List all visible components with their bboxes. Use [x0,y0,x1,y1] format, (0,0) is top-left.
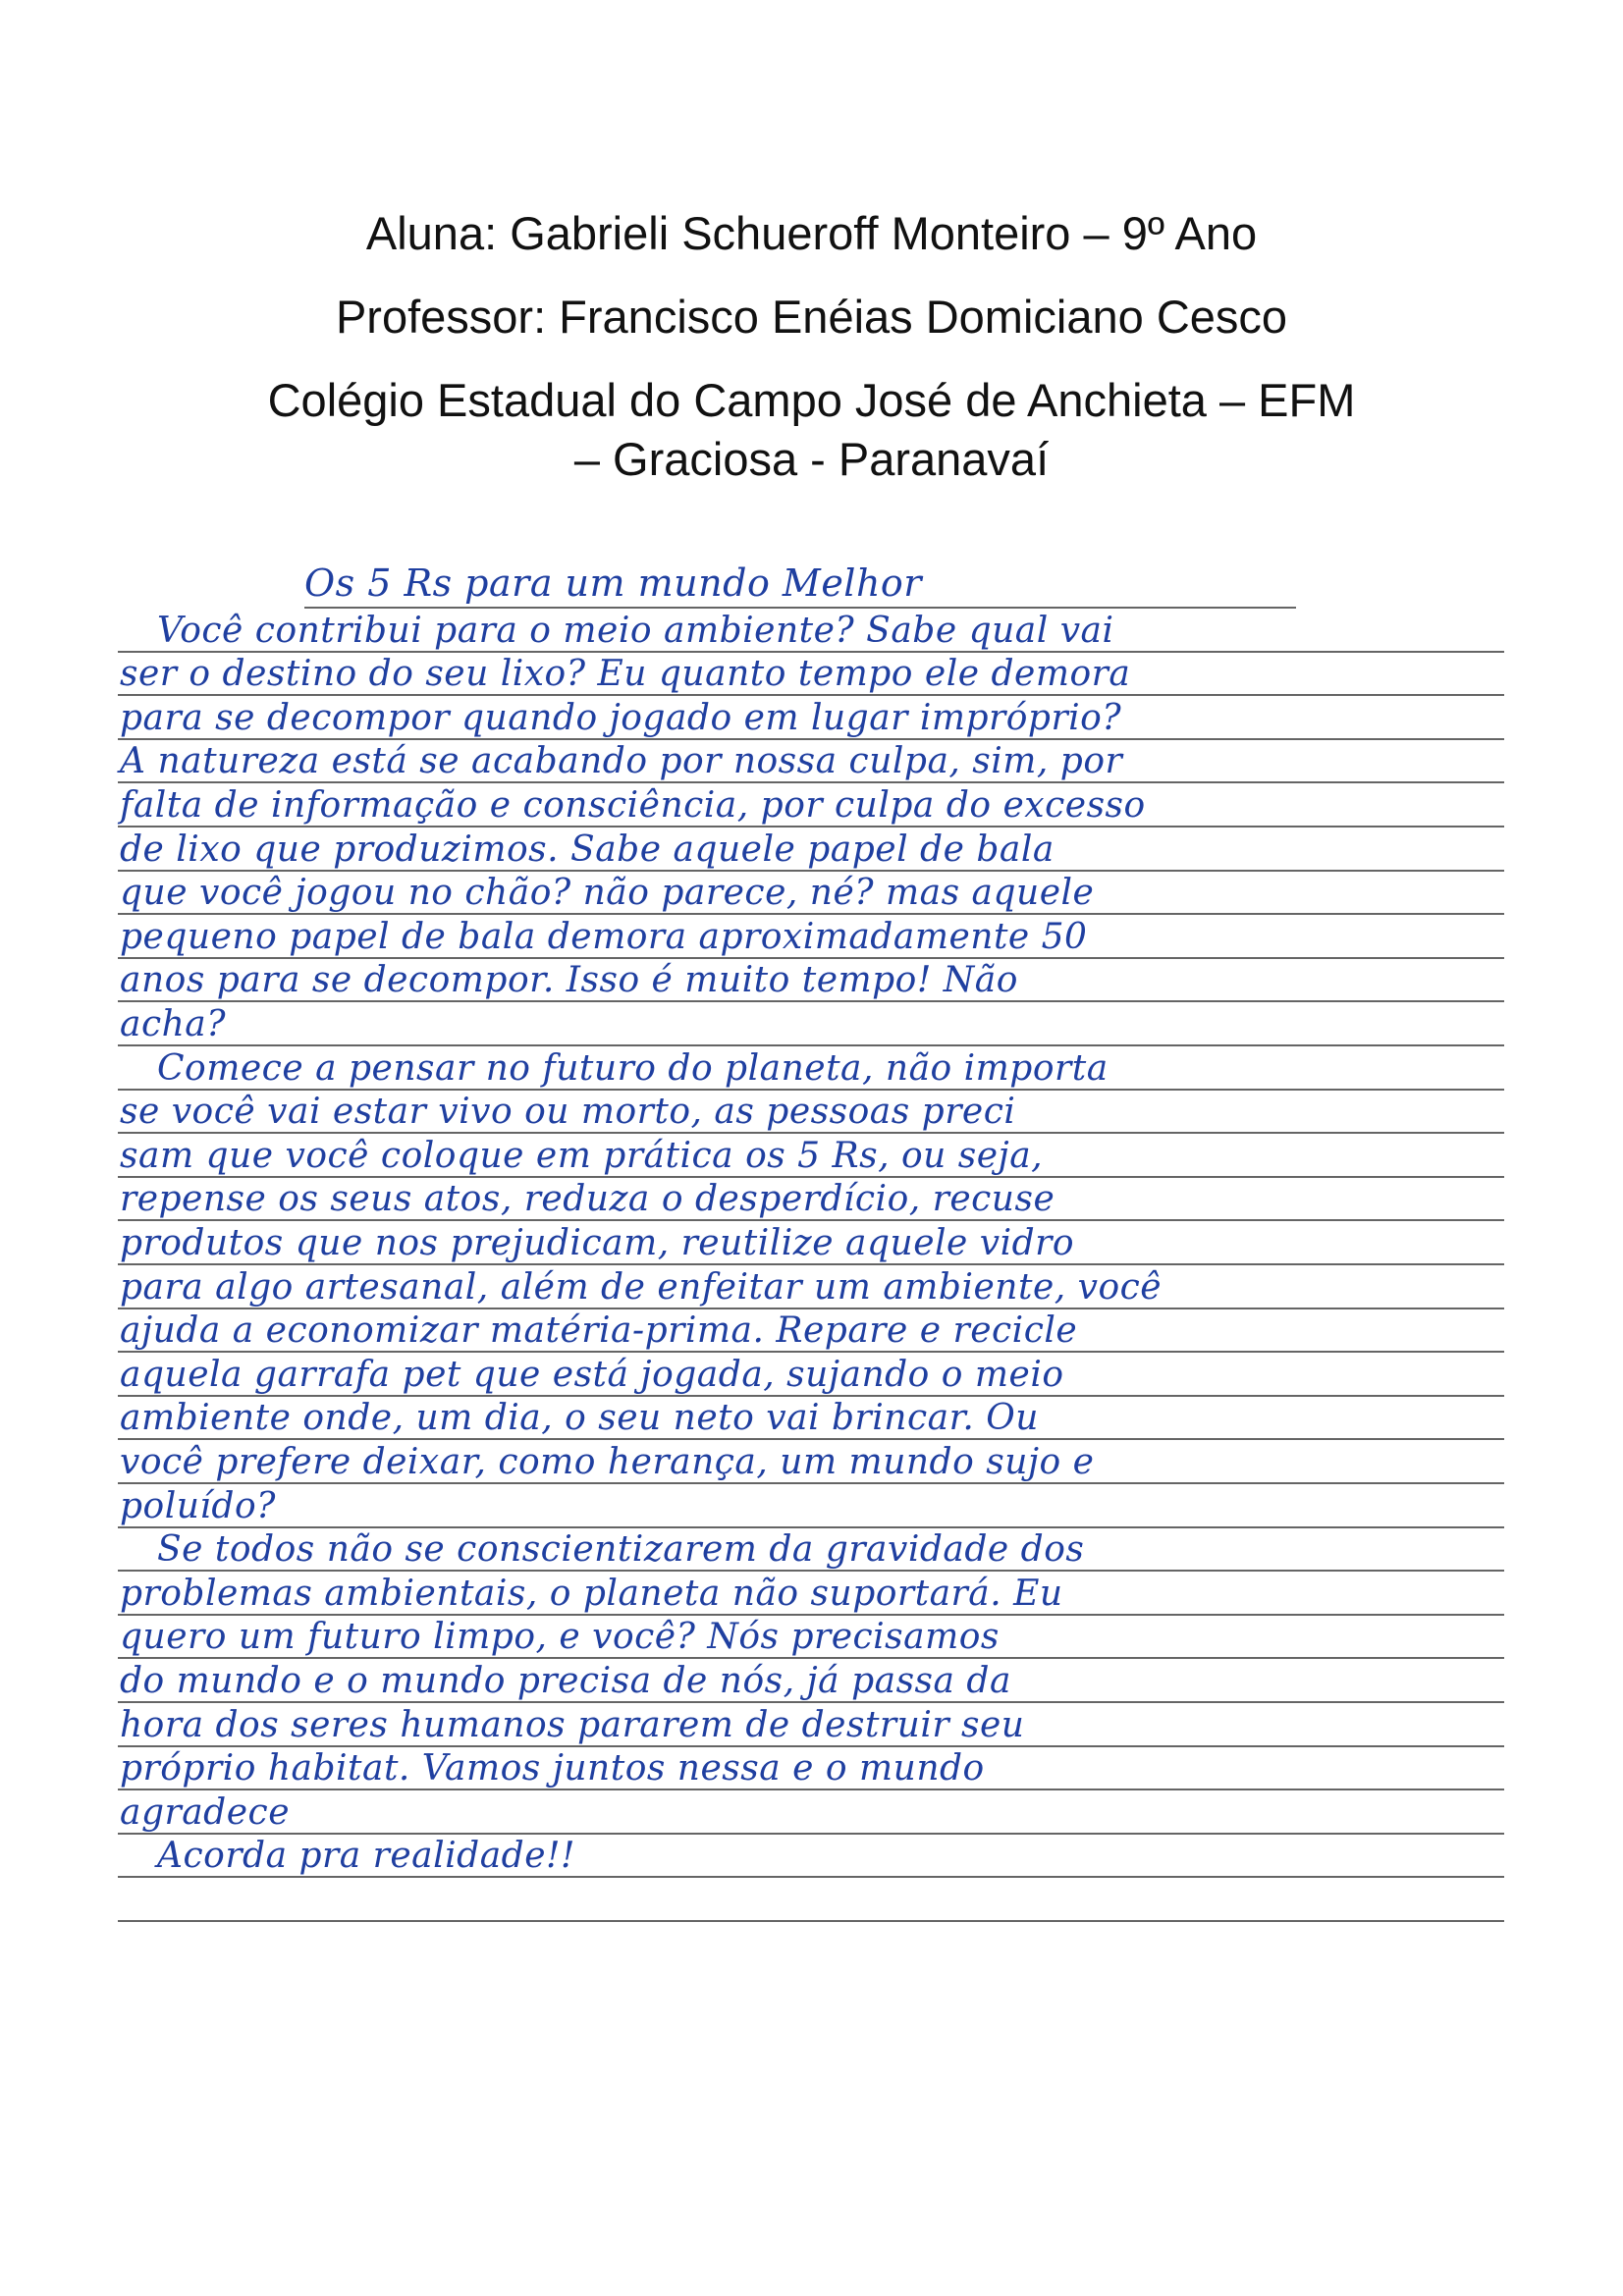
handwritten-line: agradece [120,1791,290,1833]
handwritten-line: acha? [120,1004,227,1044]
handwritten-line: do mundo e o mundo precisa de nós, já passa da [120,1661,1011,1701]
handwritten-line: Você contribui para o meio ambiente? Sabe qual vai [157,610,1114,651]
handwritten-line: ajuda a economizar matéria-prima. Repare e recicle [120,1310,1078,1352]
handwritten-line: de lixo que produzimos. Sabe aquele papel de bala [120,828,1055,870]
ruled-line [118,1920,1504,1922]
essay-title: Os 5 Rs para um mundo Melhor [304,561,922,605]
handwritten-line: próprio habitat. Vamos juntos nessa e o mundo [120,1748,985,1789]
handwritten-line: você prefere deixar, como herança, um mundo sujo e [120,1442,1095,1482]
handwritten-line: poluído? [120,1485,276,1526]
handwritten-line: sam que você coloque em prática os 5 Rs, ou seja, [120,1135,1044,1176]
school-line: Colégio Estadual do Campo José de Anchieta – EFM [267,374,1356,426]
handwritten-line: ambiente onde, um dia, o seu neto vai brincar. Ou [120,1398,1039,1439]
handwritten-line: pequeno papel de bala demora aproximadamente 50 [120,916,1088,957]
handwritten-line: repense os seus atos, reduza o desperdício, recuse [120,1179,1055,1220]
handwritten-line: falta de informação e consciência, por culpa do excesso [120,785,1146,826]
handwritten-line: que você jogou no chão? não parece, né? mas aquele [120,873,1095,914]
handwritten-line: problemas ambientais, o planeta não suportará. Eu [120,1573,1063,1614]
teacher-line: Professor: Francisco Enéias Domiciano Cesco [335,291,1288,343]
handwritten-line: A natureza está se acabando por nossa culpa, sim, por [120,741,1123,782]
location-line: – Graciosa - Paranavaí [573,433,1050,485]
handwritten-line: aquela garrafa pet que está jogada, sujando o meio [120,1354,1064,1395]
handwritten-line: Comece a pensar no futuro do planeta, não importa [157,1047,1109,1089]
handwritten-line: se você vai estar vivo ou morto, as pessoas preci [120,1092,1016,1133]
handwritten-line: Acorda pra realidade!! [157,1836,575,1877]
handwritten-line: produtos que nos prejudicam, reutilize aquele vidro [120,1223,1075,1263]
handwritten-line: hora dos seres humanos pararem de destruir seu [120,1704,1025,1745]
handwritten-line: ser o destino do seu lixo? Eu quanto tempo ele demora [120,654,1131,695]
handwritten-line: para se decompor quando jogado em lugar impróprio? [120,697,1122,738]
handwritten-sheet [118,560,1504,2130]
header-block [0,204,1623,489]
handwritten-line: Se todos não se conscientizarem da gravidade dos [157,1529,1085,1571]
handwritten-line: para algo artesanal, além de enfeitar um ambiente, você [120,1266,1163,1308]
student-line: Aluna: Gabrieli Schueroff Monteiro – 9º Ano [365,207,1258,259]
handwritten-line: quero um futuro limpo, e você? Nós precisamos [120,1617,1000,1658]
handwritten-line: anos para se decompor. Isso é muito tempo! Não [120,960,1018,1001]
